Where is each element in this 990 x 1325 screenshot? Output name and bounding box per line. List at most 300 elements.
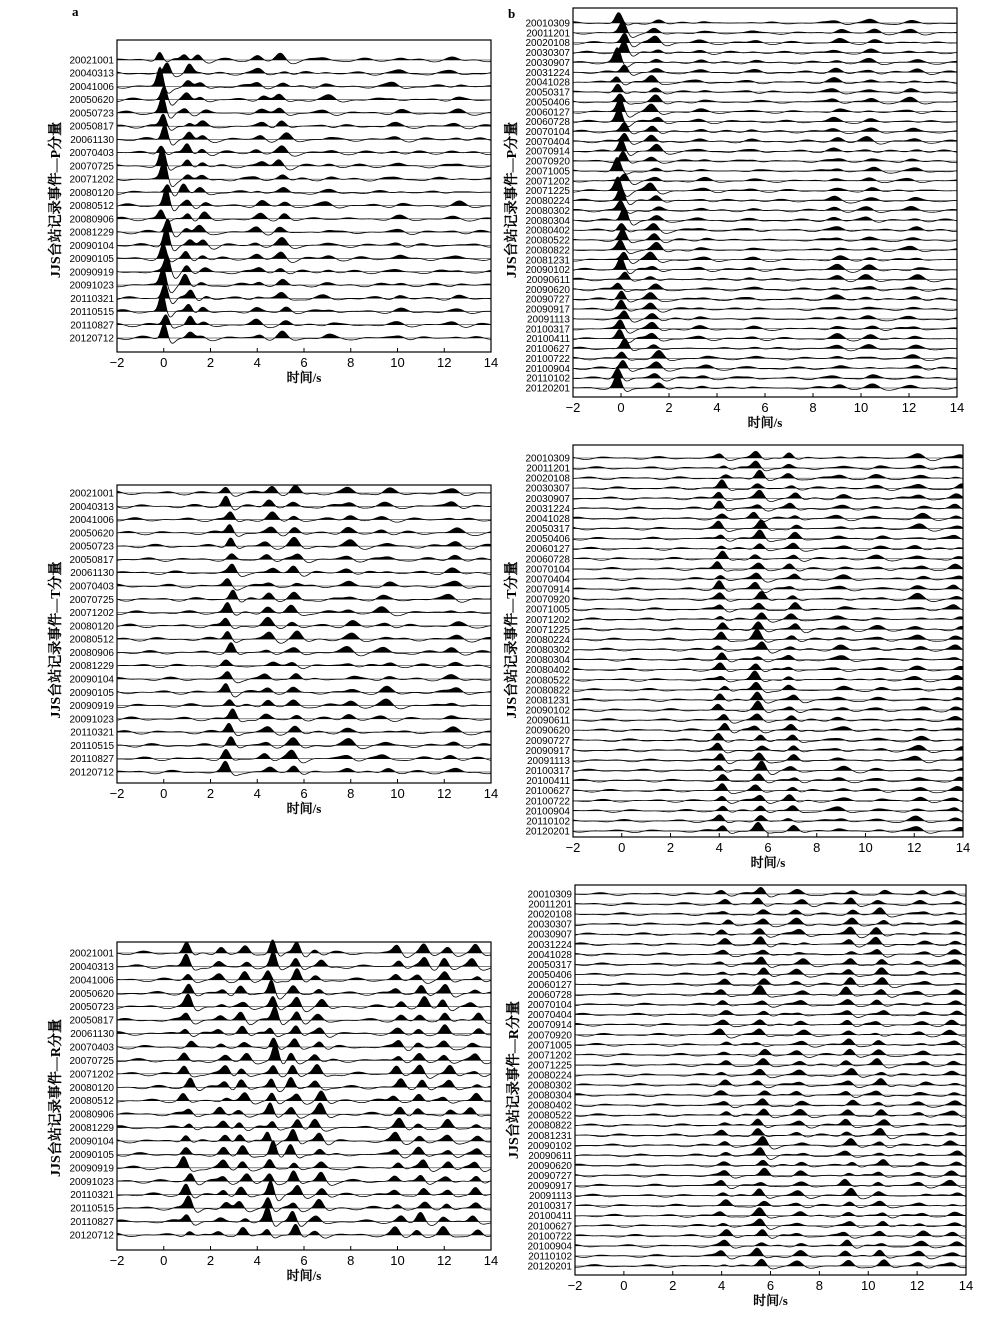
trace-line-a-R-20110321 [117,1181,491,1201]
event-label-b-R-20030307: 20030307 [527,919,572,931]
event-label-a-P-20080120: 20080120 [69,187,114,199]
event-label-b-T-20070404: 20070404 [525,574,570,586]
trace-line-b-R-20100411 [575,1208,966,1218]
event-label-b-P-20071225: 20071225 [525,186,570,198]
event-label-a-R-20090105: 20090105 [69,1149,114,1161]
x-tick-label-a-R-6: 10 [390,1253,405,1268]
x-tick-label-b-T-3: 4 [715,840,723,855]
trace-line-b-T-20090611 [573,714,963,723]
trace-line-b-R-20090611 [575,1148,966,1160]
trace-line-a-P-20080906 [117,210,491,221]
trace-fill-b-R-20091113 [583,1188,964,1195]
event-label-b-T-20100904: 20100904 [525,806,570,818]
event-label-b-P-20080302: 20080302 [525,205,570,217]
event-label-b-R-20080522: 20080522 [527,1110,572,1122]
trace-fill-b-R-20080822 [580,1119,954,1125]
trace-line-b-T-20031224 [573,501,963,511]
x-tick-label-b-P-0: −2 [565,400,581,415]
trace-fill-b-R-20120201 [586,1259,958,1266]
trace-fill-a-T-20110321 [117,723,491,732]
trace-line-b-T-20050317 [573,520,963,532]
event-label-a-P-20120712: 20120712 [69,333,114,345]
trace-fill-a-R-20070403 [117,1038,484,1047]
x-tick-label-b-P-7: 12 [901,400,917,415]
event-label-a-R-20080120: 20080120 [69,1082,114,1094]
event-label-b-P-20071005: 20071005 [525,166,570,178]
event-label-a-R-20120712: 20120712 [69,1230,114,1242]
trace-line-a-T-20090104 [117,672,491,683]
trace-line-a-T-20080120 [117,617,491,628]
trace-line-b-R-20020108 [575,908,966,917]
x-tick-label-a-T-0: −2 [109,786,125,801]
event-label-b-R-20071202: 20071202 [527,1050,572,1062]
x-tick-label-a-T-2: 2 [206,786,215,801]
trace-fill-a-P-20090105 [117,244,469,259]
x-tick-label-b-R-6: 10 [861,1278,876,1293]
trace-fill-a-R-20110515 [122,1196,483,1208]
trace-fill-a-P-20080512 [119,188,469,206]
x-axis-label-b-P: 时间/s [747,415,783,430]
event-label-b-P-20080304: 20080304 [525,215,570,227]
trace-line-a-T-20091023 [117,709,491,722]
trace-fill-b-P-20030907 [573,48,957,63]
event-label-b-T-20071005: 20071005 [525,604,570,616]
y-axis-label-a-T: JJS台站记录事件—T分量 [49,561,64,719]
trace-line-b-P-20090727 [573,291,957,302]
event-label-b-P-20070104: 20070104 [525,127,570,139]
event-label-b-T-20070920: 20070920 [525,594,570,606]
event-label-b-R-20100627: 20100627 [527,1221,572,1233]
event-label-a-P-20110827: 20110827 [70,320,114,332]
trace-fill-b-P-20070920 [573,152,945,161]
event-label-a-P-20041006: 20041006 [69,81,114,93]
trace-line-a-T-20021001 [117,485,491,496]
event-label-a-R-20090919: 20090919 [69,1163,114,1175]
event-label-b-T-20090611: 20090611 [526,715,570,727]
trace-line-b-R-20071005 [575,1039,966,1047]
plot-frame-a-T [117,485,491,783]
trace-fill-b-T-20050406 [590,530,962,539]
event-label-b-R-20090727: 20090727 [527,1171,572,1183]
trace-fill-b-R-20070920 [575,1029,959,1035]
event-label-b-T-20050317: 20050317 [525,524,570,536]
trace-fill-b-T-20100904 [573,806,961,811]
event-label-b-T-20030907: 20030907 [525,493,570,505]
trace-line-a-T-20110827 [117,749,491,762]
trace-fill-b-R-20090620 [575,1160,964,1166]
event-label-b-P-20080522: 20080522 [525,235,570,247]
trace-fill-b-T-20120201 [591,822,963,831]
event-label-b-R-20030907: 20030907 [527,929,572,941]
trace-line-a-R-20090919 [117,1157,491,1172]
trace-line-b-P-20020108 [573,33,957,46]
trace-fill-b-P-20120201 [573,375,957,388]
trace-line-b-T-20100904 [573,806,963,813]
x-tick-label-b-R-2: 2 [669,1278,677,1293]
trace-line-b-P-20091113 [573,311,957,322]
trace-line-b-T-20020108 [573,470,963,480]
x-tick-label-b-R-3: 4 [718,1278,726,1293]
event-label-b-R-20070914: 20070914 [527,1020,572,1032]
event-label-b-P-20100317: 20100317 [525,324,570,336]
trace-fill-b-T-20091113 [588,753,963,760]
trace-line-b-R-20070914 [575,1020,966,1027]
trace-line-b-P-20041028 [573,76,957,85]
event-label-b-R-20010309: 20010309 [527,889,572,901]
trace-line-b-P-20070920 [573,152,957,164]
x-tick-label-b-R-5: 8 [815,1278,823,1293]
trace-fill-a-T-20080120 [121,617,491,626]
event-label-b-T-20071202: 20071202 [525,614,570,626]
event-label-b-P-20110102: 20110102 [526,373,570,385]
trace-line-b-R-20080304 [575,1091,966,1098]
trace-line-a-P-20041006 [117,67,491,93]
event-label-b-P-20070920: 20070920 [525,156,570,168]
event-label-a-T-20071202: 20071202 [69,608,114,620]
trace-fill-b-T-20060127 [581,543,963,549]
x-axis-label-b-R: 时间/s [753,1293,788,1308]
event-label-a-P-20081229: 20081229 [69,227,114,239]
event-label-b-T-20080304: 20080304 [525,655,570,667]
event-label-b-P-20120201: 20120201 [525,383,570,395]
event-label-a-T-20061130: 20061130 [70,568,114,580]
trace-line-a-R-20041006 [117,969,491,984]
event-label-a-R-20080906: 20080906 [69,1109,114,1121]
x-tick-label-b-P-6: 10 [853,400,869,415]
x-tick-label-a-P-1: 0 [160,355,168,370]
trace-line-b-T-20070404 [573,573,963,582]
trace-line-a-T-20120712 [117,761,491,775]
event-label-a-P-20050723: 20050723 [69,108,114,120]
x-tick-label-b-T-4: 6 [764,840,772,855]
x-tick-label-a-T-8: 14 [483,786,499,801]
event-label-b-T-20050406: 20050406 [525,534,570,546]
trace-line-b-T-20071225 [573,622,963,633]
trace-fill-b-T-20100722 [593,795,961,801]
event-label-b-T-20120201: 20120201 [525,826,570,838]
event-label-a-R-20071202: 20071202 [69,1069,114,1081]
trace-line-b-R-20090917 [575,1179,966,1188]
event-label-a-R-20040313: 20040313 [69,961,114,973]
trace-line-b-T-20090620 [573,723,963,733]
x-tick-label-b-R-4: 6 [766,1278,775,1293]
trace-fill-a-P-20110515 [117,292,491,311]
trace-line-b-R-20071202 [575,1049,966,1057]
x-tick-label-a-T-1: 0 [160,786,168,801]
trace-line-a-T-20080906 [117,643,491,656]
event-label-b-T-20100627: 20100627 [525,786,570,798]
trace-fill-a-P-20061130 [138,125,488,140]
trace-line-a-T-20081229 [117,660,491,669]
event-label-b-T-20081231: 20081231 [525,695,570,707]
trace-line-a-T-20050817 [117,554,491,563]
trace-fill-b-P-20100722 [573,350,957,358]
trace-line-b-R-20030907 [575,927,966,938]
event-label-b-R-20070404: 20070404 [527,1010,572,1022]
event-label-b-P-20050317: 20050317 [525,87,570,99]
event-label-a-T-20090104: 20090104 [69,674,114,686]
event-label-a-T-20080512: 20080512 [69,634,114,646]
trace-fill-b-T-20080302 [597,642,963,650]
event-label-b-T-20080302: 20080302 [525,645,570,657]
trace-fill-a-T-20090104 [117,672,461,679]
x-tick-label-a-P-5: 8 [347,355,355,370]
x-tick-label-a-P-2: 2 [206,355,215,370]
event-label-b-P-20011201: 20011201 [526,28,570,40]
x-tick-label-a-R-8: 14 [483,1253,499,1268]
event-label-b-R-20100904: 20100904 [527,1241,572,1253]
event-label-a-P-20050620: 20050620 [69,95,114,107]
event-label-b-R-20071225: 20071225 [527,1060,572,1072]
trace-fill-b-T-20080224 [573,629,963,639]
event-label-a-T-20110321: 20110321 [70,727,114,739]
trace-line-a-T-20071202 [117,603,491,616]
trace-line-a-R-20090104 [117,1129,491,1145]
trace-fill-a-P-20071202 [150,159,491,179]
trace-line-b-T-20080522 [573,671,963,682]
event-label-b-T-20090917: 20090917 [525,745,570,757]
trace-fill-a-R-20041006 [117,969,483,980]
trace-fill-b-T-20081231 [578,692,963,700]
trace-fill-a-P-20070725 [117,147,491,166]
trace-line-b-R-20090102 [575,1136,966,1149]
trace-line-b-T-20080402 [573,663,963,672]
x-tick-label-a-R-7: 12 [437,1253,452,1268]
trace-line-a-P-20050620 [117,87,491,106]
trace-fill-b-R-20080402 [575,1099,964,1105]
event-label-a-P-20110515: 20110515 [70,307,114,319]
x-tick-label-b-R-8: 14 [958,1278,974,1293]
event-label-b-T-20100411: 20100411 [526,776,570,788]
trace-fill-b-P-20090727 [590,291,949,299]
event-label-b-T-20080522: 20080522 [525,675,570,687]
x-tick-label-a-P-8: 14 [483,355,499,370]
trace-fill-a-T-20090105 [117,684,491,693]
y-axis-label-a-P: JJS台站记录事件—P分量 [49,121,64,279]
trace-fill-a-T-20070725 [117,590,491,599]
event-label-a-R-20050817: 20050817 [69,1015,114,1027]
event-label-b-P-20020108: 20020108 [525,38,570,50]
event-label-a-T-20081229: 20081229 [69,661,114,673]
trace-line-b-R-20070404 [575,1010,966,1017]
trace-line-b-R-20050317 [575,957,966,967]
trace-line-b-T-20071005 [573,603,963,612]
event-label-b-T-20020108: 20020108 [525,473,570,485]
x-tick-label-b-R-7: 12 [909,1278,925,1293]
event-label-a-R-20090104: 20090104 [69,1136,114,1148]
trace-line-a-P-20090104 [117,228,491,251]
event-label-b-P-20090727: 20090727 [525,294,570,306]
trace-fill-a-P-20110827 [117,315,491,325]
trace-line-a-R-20080120 [117,1077,491,1091]
trace-fill-a-P-20081229 [117,219,491,232]
trace-fill-b-P-20071005 [573,158,957,171]
event-label-b-R-20050406: 20050406 [527,969,572,981]
trace-line-a-R-20091023 [117,1171,491,1185]
event-label-b-T-20070104: 20070104 [525,564,570,576]
event-label-a-R-20070725: 20070725 [69,1055,114,1067]
trace-line-b-R-20070104 [575,999,966,1007]
event-label-b-R-20091113: 20091113 [528,1191,572,1203]
x-tick-label-a-R-2: 2 [206,1253,215,1268]
trace-fill-b-P-20041028 [578,76,951,83]
trace-line-a-P-20040313 [117,63,491,77]
trace-line-b-P-20100317 [573,320,957,333]
trace-line-b-T-20011201 [573,461,963,471]
x-tick-label-a-T-4: 6 [300,786,308,801]
trace-line-b-P-20070404 [573,133,957,144]
trace-fill-a-R-20080120 [117,1077,491,1087]
trace-line-b-R-20080224 [575,1068,966,1077]
trace-line-a-T-20110321 [117,723,491,735]
trace-line-b-R-20090727 [575,1168,966,1178]
event-label-b-P-20080402: 20080402 [525,225,570,237]
event-label-b-R-20100722: 20100722 [527,1231,572,1243]
x-axis-label-a-T: 时间/s [286,801,322,816]
event-label-b-T-20030307: 20030307 [525,483,570,495]
trace-line-b-T-20090917 [573,743,963,753]
trace-line-b-R-20091113 [575,1188,966,1199]
trace-fill-a-T-20050817 [139,554,489,560]
trace-line-a-T-20070403 [117,579,491,590]
event-label-a-T-20040313: 20040313 [69,501,114,513]
event-label-a-P-20040313: 20040313 [69,68,114,80]
trace-line-b-P-20071202 [573,174,957,185]
event-label-b-R-20090917: 20090917 [527,1181,572,1193]
event-label-a-T-20050723: 20050723 [69,541,114,553]
trace-line-a-P-20070725 [117,147,491,170]
event-label-b-T-20060728: 20060728 [525,554,570,566]
trace-fill-b-R-20050317 [593,957,963,964]
x-axis-label-a-R: 时间/s [286,1268,322,1283]
trace-line-a-R-20071202 [117,1064,491,1078]
trace-fill-a-T-20050620 [117,525,491,533]
panel-letter-a: a [72,4,79,19]
y-axis-label-b-P: JJS台站记录事件—P分量 [505,121,520,279]
event-label-a-T-20091023: 20091023 [69,714,114,726]
trace-line-a-R-20070403 [117,1038,491,1050]
event-label-a-P-20070403: 20070403 [69,148,114,160]
plot-frame-b-T [573,445,963,837]
trace-line-b-P-20031224 [573,65,957,75]
trace-line-b-P-20080302 [573,201,957,214]
trace-line-b-R-20011201 [575,898,966,907]
trace-line-b-R-20080302 [575,1079,966,1088]
trace-line-a-R-20080906 [117,1103,491,1118]
event-label-b-T-20100722: 20100722 [525,796,570,808]
trace-line-b-R-20081231 [575,1128,966,1138]
trace-fill-a-P-20021001 [117,52,477,60]
trace-fill-b-T-20011201 [587,461,962,468]
y-axis-label-b-R: JJS台站记录事件—R分量 [507,1001,522,1159]
event-label-b-T-20110102: 20110102 [526,816,570,828]
trace-line-b-T-20060127 [573,543,963,551]
trace-line-a-T-20061130 [117,564,491,576]
event-label-b-P-20090620: 20090620 [525,284,570,296]
event-label-b-R-20080224: 20080224 [527,1070,572,1082]
trace-line-b-T-20010309 [573,451,963,460]
x-tick-label-b-T-8: 14 [955,840,971,855]
event-label-b-T-20011201: 20011201 [526,463,570,475]
trace-line-b-T-20060728 [573,551,963,561]
event-label-b-T-20031224: 20031224 [525,503,570,515]
event-label-a-T-20050620: 20050620 [69,528,114,540]
trace-fill-a-R-20080512 [142,1091,484,1101]
trace-fill-a-T-20041006 [126,512,476,520]
event-label-b-T-20100317: 20100317 [525,766,570,778]
event-label-b-P-20030907: 20030907 [525,57,570,69]
event-label-a-R-20110515: 20110515 [70,1203,114,1215]
trace-fill-b-T-20100411 [573,774,963,781]
trace-fill-a-P-20050817 [117,114,491,126]
trace-line-a-R-20050723 [117,994,491,1012]
trace-line-a-P-20110515 [117,292,491,317]
trace-line-b-P-20080224 [573,187,957,205]
trace-fill-b-P-20090620 [573,283,957,289]
event-label-b-P-20070914: 20070914 [525,146,570,158]
y-axis-label-b-T: JJS台站记录事件—T分量 [505,561,520,719]
event-label-a-P-20080512: 20080512 [69,201,114,213]
event-label-b-P-20060127: 20060127 [525,107,570,119]
trace-line-b-T-20100722 [573,795,963,804]
trace-line-b-R-20080822 [575,1119,966,1128]
trace-line-a-T-20090105 [117,684,491,697]
event-label-a-P-20090104: 20090104 [69,240,114,252]
event-label-b-R-20031224: 20031224 [527,939,572,951]
trace-line-a-P-20110321 [117,284,491,304]
event-label-b-T-20090102: 20090102 [525,705,570,717]
trace-fill-b-T-20110102 [573,815,963,821]
event-label-a-R-20061130: 20061130 [70,1029,114,1041]
trace-line-b-T-20080224 [573,629,963,642]
x-tick-label-b-P-4: 6 [761,400,769,415]
x-tick-label-b-P-2: 2 [665,400,673,415]
trace-line-b-P-20050317 [573,84,957,94]
trace-line-b-P-20071005 [573,158,957,175]
event-label-a-R-20081229: 20081229 [69,1123,114,1135]
trace-line-a-P-20110827 [117,315,491,328]
trace-fill-b-R-20110102 [594,1248,961,1256]
trace-line-b-T-20070920 [573,591,963,601]
trace-line-a-T-20041006 [117,512,491,522]
event-label-b-R-20100317: 20100317 [527,1201,572,1213]
trace-fill-b-T-20060728 [573,551,963,559]
trace-fill-b-T-20100627 [573,784,963,791]
event-label-a-T-20110515: 20110515 [70,740,114,752]
trace-line-a-T-20070725 [117,590,491,602]
x-tick-label-a-T-7: 12 [437,786,452,801]
trace-line-b-R-20050406 [575,968,966,977]
event-label-b-P-20100627: 20100627 [525,344,570,356]
x-tick-label-a-P-0: −2 [109,355,125,370]
x-tick-label-b-T-0: −2 [565,840,581,855]
event-label-a-P-20050817: 20050817 [69,121,114,133]
trace-line-b-T-20110102 [573,815,963,823]
trace-line-a-T-20090919 [117,699,491,709]
event-label-b-P-20010309: 20010309 [525,18,570,30]
trace-line-a-P-20080120 [117,184,491,196]
trace-fill-a-P-20120712 [134,323,485,338]
event-label-a-P-20110321: 20110321 [70,293,114,305]
event-label-a-T-20110827: 20110827 [70,754,114,766]
trace-fill-b-T-20030307 [573,480,963,488]
event-label-a-T-20050817: 20050817 [69,554,114,566]
trace-line-a-R-20110515 [117,1196,491,1212]
trace-fill-b-T-20050317 [573,520,963,529]
event-label-b-P-20100411: 20100411 [526,334,570,346]
event-label-a-R-20110827: 20110827 [70,1217,114,1229]
trace-line-b-P-20100411 [573,330,957,343]
